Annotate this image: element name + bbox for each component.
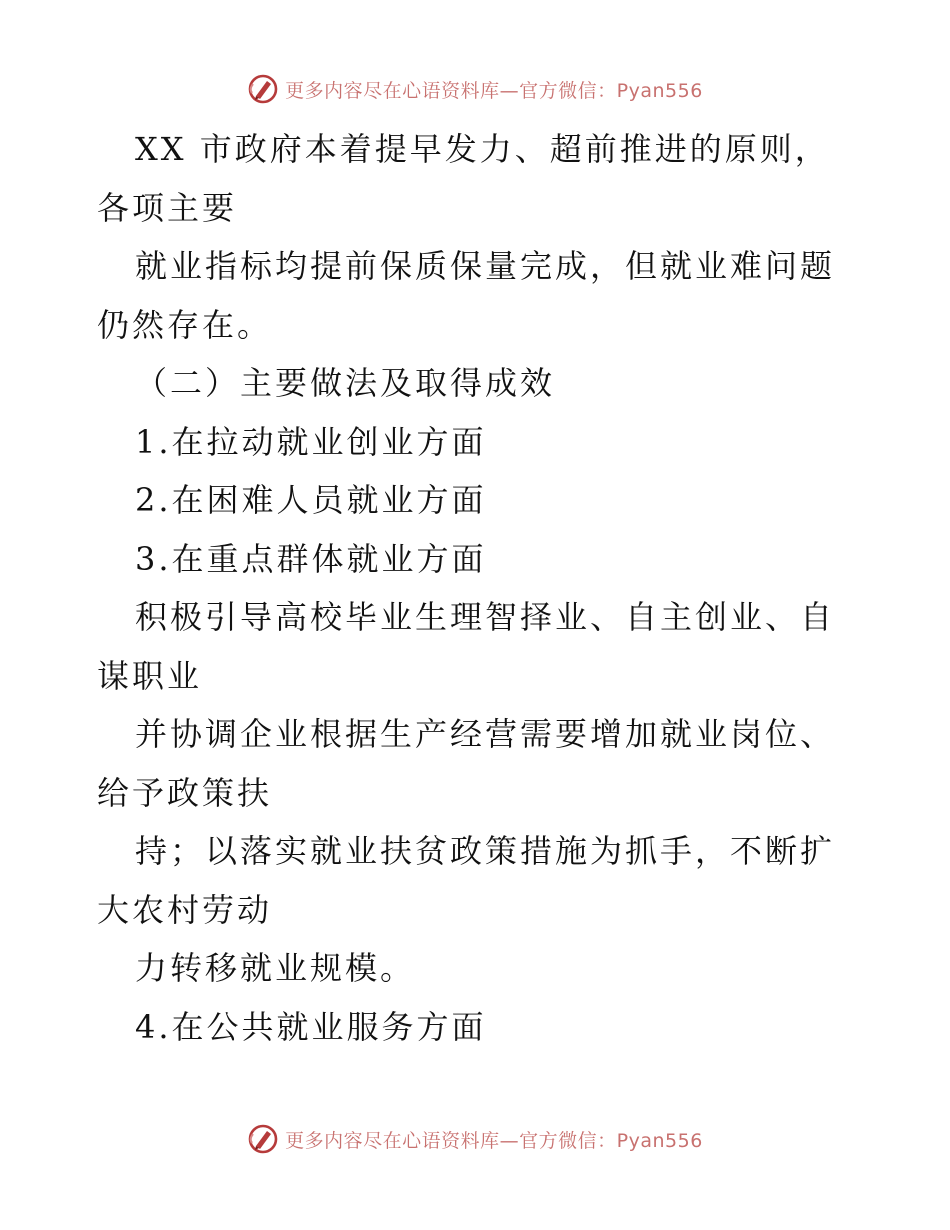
paragraph-3: 积极引导高校毕业生理智择业、自主创业、自谋职业 (97, 598, 836, 695)
footer-watermark (0, 1122, 950, 1156)
watermark-text: 更多内容尽在心语资料库—官方微信：Pyan556 (285, 1129, 703, 1152)
paragraph-5: 持；以落实就业扶贫政策措施为抓手，不断扩大农村劳动 (97, 832, 836, 929)
document-body (97, 120, 857, 1056)
item-1: 1.在拉动就业创业方面 (135, 422, 487, 461)
pen-circle-logo-icon (247, 1123, 279, 1155)
watermark-text: 更多内容尽在心语资料库—官方微信：Pyan556 (285, 79, 703, 102)
item-4: 4.在公共就业服务方面 (135, 1007, 487, 1046)
section-heading: （二）主要做法及取得成效 (135, 364, 556, 402)
pen-circle-logo-icon (247, 73, 279, 105)
item-3: 3.在重点群体就业方面 (135, 539, 487, 578)
paragraph-2: 就业指标均提前保质保量完成，但就业难问题仍然存在。 (97, 247, 836, 344)
paragraph-1: XX 市政府本着提早发力、超前推进的原则，各项主要 (97, 130, 830, 227)
item-2: 2.在困难人员就业方面 (135, 481, 487, 519)
paragraph-4: 并协调企业根据生产经营需要增加就业岗位、给予政策扶 (97, 715, 836, 812)
paragraph-6: 力转移就业规模。 (135, 949, 416, 987)
header-watermark (0, 72, 950, 106)
